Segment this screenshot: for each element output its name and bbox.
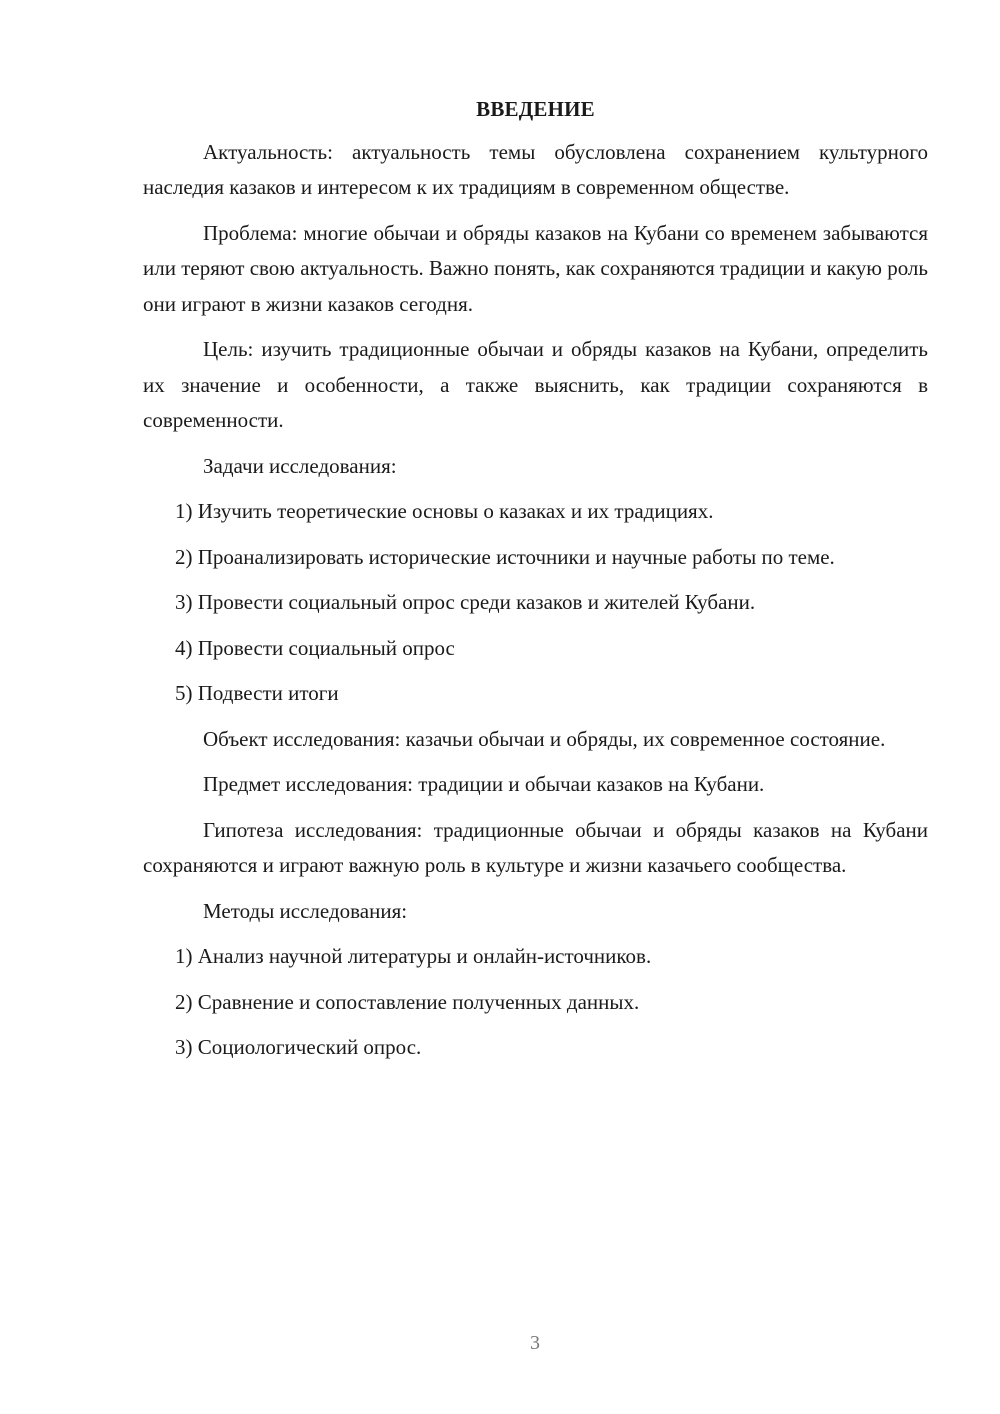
object-paragraph: Объект исследования: казачьи обычаи и обряды, их современное состояние. [203,726,886,751]
subject-paragraph: Предмет исследования: традиции и обычаи казаков на Кубани. [203,772,765,796]
task-item: 1) Изучить теоретические основы о казаках и их традициях. [175,499,714,523]
document-page [143,92,928,1076]
method-item: 1) Анализ научной литературы и онлайн-источников. [175,944,652,968]
tasks-heading: Задачи исследования: [203,453,397,478]
task-item: 4) Провести социальный опрос [175,635,455,660]
method-item: 3) Социологический опрос. [175,1035,422,1059]
method-item: 2) Сравнение и сопоставление полученных данных. [175,989,640,1014]
page-title: ВВЕДЕНИЕ [476,97,595,121]
methods-heading: Методы исследования: [203,898,408,923]
page-number: 3 [530,1332,540,1354]
goal-paragraph: Цель: изучить традиционные обычаи и обряды казаков на Кубани, определить их значение и особенности, а также выяснить, как традиции сохраняются в современности. [143,337,928,432]
task-item: 5) Подвести итоги [175,681,339,705]
problem-paragraph: Проблема: многие обычаи и обряды казаков на Кубани со временем забываются или теряют свою актуальность. Важно понять, как сохраняются традиции и какую роль они играют в жизни казаков сегодня. [143,220,928,316]
task-item: 3) Провести социальный опрос среди казаков и жителей Кубани. [175,590,756,614]
relevance-paragraph: Актуальность: актуальность темы обусловлена сохранением культурного наследия казаков и интересом к их традициям в современном обществе. [143,139,928,199]
task-item: 2) Проанализировать исторические источники и научные работы по теме. [175,544,835,569]
hypothesis-paragraph: Гипотеза исследования: традиционные обычаи и обряды казаков на Кубани сохраняются и играют важную роль в культуре и жизни казачьего сообщества. [143,817,928,877]
